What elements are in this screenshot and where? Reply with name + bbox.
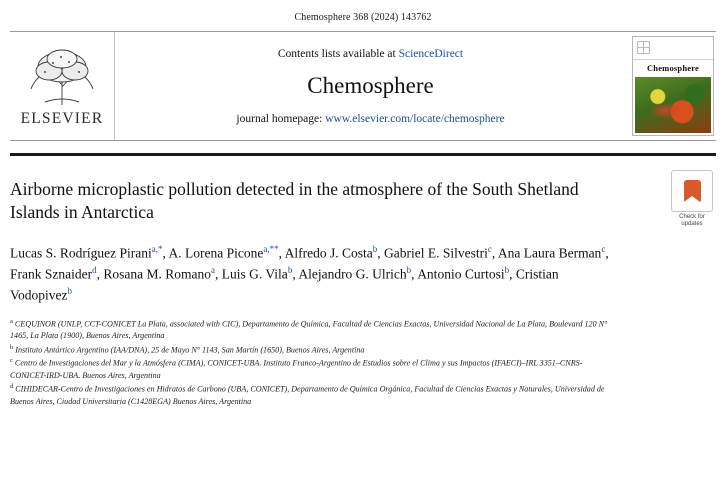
check-for-updates-badge[interactable] <box>670 170 714 228</box>
cover-artwork <box>635 77 711 133</box>
author-name: Luis G. Vila <box>221 266 288 282</box>
journal-homepage-link[interactable]: www.elsevier.com/locate/chemosphere <box>325 112 505 125</box>
contents-line <box>278 48 463 60</box>
author-affiliation-mark[interactable]: a,** <box>263 243 279 254</box>
author-name: A. Lorena Picone <box>168 245 264 261</box>
affiliation-mark: a <box>10 317 13 325</box>
cover-header <box>633 37 713 60</box>
affiliation-list <box>10 317 610 409</box>
author-affiliation-mark[interactable]: b <box>504 264 510 275</box>
article-header <box>10 156 716 408</box>
affiliation-item: $^b$ Instituto Antártico Argentino (IAA/DNA), 25 de Mayo N° 1143, San Martín (1650), Buenos Aires, Argentina <box>10 343 365 355</box>
journal-masthead <box>10 31 716 141</box>
masthead-center <box>115 32 626 140</box>
author-name: Rosana M. Romano <box>103 266 211 282</box>
author-list: Lucas S. Rodríguez Pirani$^{a,*}$, A. Lorena Picone$^{a,**}$, Alfredo J. Costa$^b$, Gabriel E. Silvestri$^c$, Ana Laura Berman$^c$, Frank Sznaider$^d$, Rosana M. Romano$^a$, Luis G. Vila$^b$, Alejandro G. Ulrich$^b$, Antonio Curtosi$^b$, Cristian Vodopivez$^b$ <box>10 243 609 303</box>
journal-cover-thumbnail[interactable] <box>632 36 714 136</box>
author-name: Alfredo J. Costa <box>284 245 373 261</box>
author-name: Antonio Curtosi <box>417 266 505 282</box>
author-name: Ana Laura Berman <box>497 245 602 261</box>
author-affiliation-mark[interactable]: a,* <box>151 243 163 254</box>
affiliation-mark: c <box>10 357 13 365</box>
cover-journal-name: Chemosphere <box>646 63 700 73</box>
author-name: Frank Sznaider <box>10 266 93 282</box>
contents-prefix: Contents lists available at <box>277 47 399 60</box>
author-name: Gabriel E. Silvestri <box>383 245 488 261</box>
check-for-updates-line1: Check for <box>679 214 705 220</box>
grid-icon <box>637 41 650 54</box>
author-name: Alejandro G. Ulrich <box>298 266 407 282</box>
affiliation-mark: d <box>10 383 14 391</box>
author-affiliation-mark[interactable]: b <box>67 285 72 296</box>
sciencedirect-link[interactable]: ScienceDirect <box>398 47 464 60</box>
author-affiliation-mark[interactable]: c <box>487 243 492 254</box>
affiliation-mark: b <box>10 343 14 351</box>
elsevier-tree-icon <box>23 45 101 109</box>
author-affiliation-mark[interactable]: d <box>92 264 97 275</box>
elsevier-logo <box>10 32 115 140</box>
author-affiliation-mark[interactable]: b <box>287 264 293 275</box>
author-affiliation-mark[interactable]: b <box>372 243 378 254</box>
crossmark-icon <box>671 170 713 212</box>
elsevier-wordmark: ELSEVIER <box>20 109 104 127</box>
author-affiliation-mark[interactable]: c <box>601 243 606 254</box>
homepage-prefix: journal homepage: <box>236 112 326 125</box>
author-name: Cristian Vodopivez <box>10 266 559 303</box>
homepage-line <box>236 113 504 125</box>
running-head: Chemosphere 368 (2024) 143762 <box>294 12 432 23</box>
page-title: Airborne microplastic pollution detected in the atmosphere of the South Shetland Islands in Antarctica <box>10 179 579 223</box>
author-name: Lucas S. Rodríguez Pirani <box>10 245 152 261</box>
author-affiliation-mark[interactable]: b <box>406 264 412 275</box>
author-affiliation-mark[interactable]: a <box>210 264 215 275</box>
affiliation-item: $^d$ CIHIDECAR-Centro de Investigaciones en Hidratos de Carbono (UBA, CONICET), Departamento de Química Orgánica, Facultad de Ciencias Exactas y Naturales, Universidad de Buenos Aires, Ciudad Universitaria (C1428EGA) Buenos Aires, Argentina <box>10 383 605 407</box>
check-for-updates-label <box>670 214 714 228</box>
crossmark-shape <box>684 180 701 202</box>
check-for-updates-line2: updates <box>681 220 703 227</box>
affiliation-item: $^c$ Centro de Investigaciones del Mar y la Atmósfera (CIMA), CONICET-UBA. Instituto Franco-Argentino de Estudios sobre el Clima y sus Impactos (IFAECI)–IRL 3351–CNRS-CONICET-IRD-UBA. Buenos Aires, Argentina <box>10 357 583 381</box>
journal-title: Chemosphere <box>307 72 434 98</box>
affiliation-item: $^a$ CEQUINOR (UNLP, CCT-CONICET La Plata, associated with CIC), Departamento de Química, Facultad de Ciencias Exactas, Universidad Nacional de La Plata, Boulevard 120 N° 1465, La Plata (1900), Buenos Aires, Argentina <box>10 317 608 341</box>
